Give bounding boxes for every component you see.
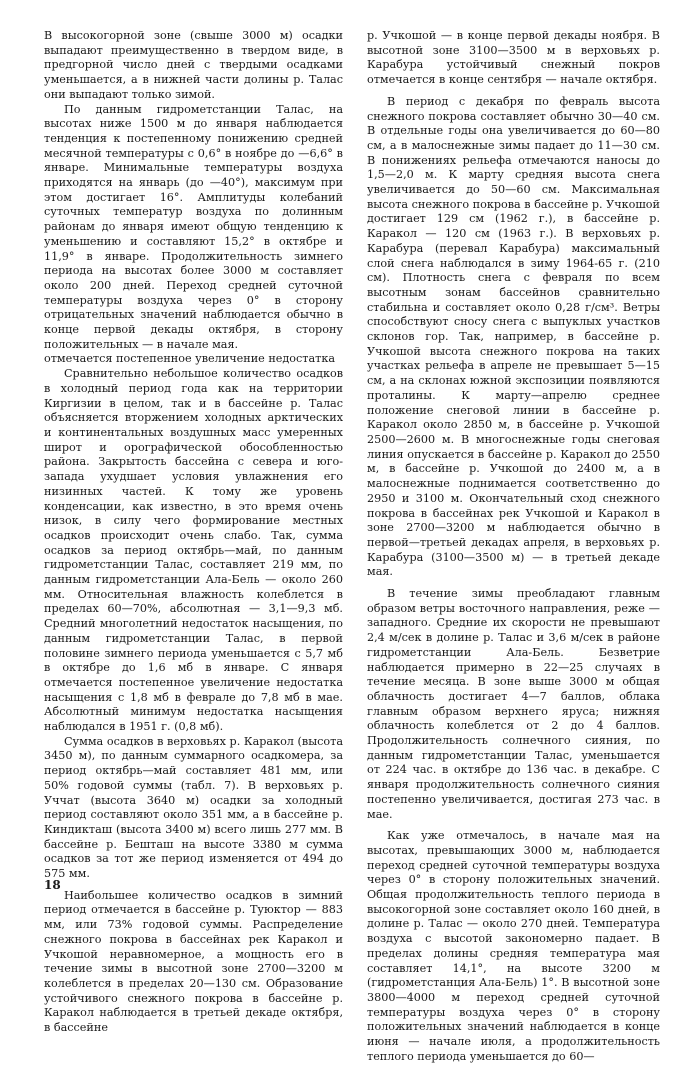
left-column [44,29,343,1036]
paragraph: В высокогорной зоне (свыше 3000 м) осадки выпадают преимущественно в твердом виде, в предгорной число дней с твердыми осадками уменьшается, а в нижней части долины р. Талас они выпадают только зимой. [44,29,343,101]
page-number: 18 [44,878,61,892]
paragraph: отмечается постепенное увеличение недостатка [44,352,336,366]
paragraph: Наибольшее количество осадков в зимний период отмечается в бассейне р. Туюктор — 883 мм, или 73% годовой суммы. Распределение снежного покрова в бассейнах рек Каракол и Учкошой неравномерное, а мощность его в течение зимы в высотной зоне 2700—3200 м колеблется в пределах 20—130 см. Образование устойчивого снежного покрова в бассейне р. Каракол наблюдается в третьей декаде октября, в бассейне [44,888,343,1035]
paragraph: Сумма осадков в верховьях р. Каракол (высота 3450 м), по данным суммарного осадкомера, за период октябрь—май составляет 481 мм, или 50% годовой суммы (табл. 7). В верховьях р. Уччат (высота 3640 м) осадки за холодный период составляют около 351 мм, а в бассейне р. Киндикташ (высота 3400 м) всего лишь 277 мм. В бассейне р. Бешташ на высоте 3380 м сумма осадков за тот же период изменяется от 494 до 575 мм. [44,734,343,881]
paragraph: В течение зимы преобладают главным образом ветры восточного направления, реже — западного. Средние их скорости не превышают 2,4 м/сек в долине р. Талас и 3,6 м/сек в районе гидрометстанции Ала-Бель. Безветрие наблюдается примерно в 22—25 случаях в течение месяца. В зоне выше 3000 м общая облачность достигает 4—7 баллов, облака главным образом верхнего яруса; нижняя облачность колеблется от 2 до 4 баллов. Продолжительность солнечного сияния, по данным гидрометстанции Талас, уменьшается от 224 час. в октябре до 136 час. в декабре. С января продолжительность солнечного сияния постепенно увеличивается, достигая 273 час. в мае. [367,587,660,821]
paragraph: По данным гидрометстанции Талас, на высотах ниже 1500 м до января наблюдается тенденция к постепенному понижению средней месячной температуры с 0,6° в ноябре до —6,6° в январе. Минимальные температуры воздуха приходятся на январь (до —40°), максимум при этом достигает 16°. Амплитуды колебаний суточных температур воздуха по долинным районам до января имеют общую тенденцию к уменьшению и составляют 15,2° в октябре и 11,9° в январе. Продолжительность зимнего периода на высотах более 3000 м составляет около 200 дней. Переход средней суточной температуры воздуха через 0° в сторону отрицательных значений наблюдается обычно в конце первой декады октября, в сторону положительных — в начале мая. [44,102,343,351]
paragraph: В период с декабря по февраль высота снежного покрова составляет обычно 30—40 см. В отдельные годы она увеличивается до 60—80 см, а в малоснежные зимы падает до 11—30 см. В понижениях рельефа отмечаются наносы до 1,5—2,0 м. К марту средняя высота снега увеличивается до 50—60 см. Максимальная высота снежного покрова в бассейне р. Учкошой достигает 129 см (1962 г.), в бассейне р. Каракол — 120 см (1963 г.). В верховьях р. Карабура (перевал Карабура) максимальный слой снега наблюдался в зиму 1964-65 г. (210 см). Плотность снега с февраля по всем высотным зонам бассейнов сравнительно стабильна и составляет около 0,28 г/см³. Ветры способствуют сносу снега с выпуклых участков склонов гор. Так, например, в бассейне р. Учкошой высота снежного покрова на таких участках рельефа в апреле не превышает 5—15 см, а на склонах южной экспозиции появляются проталины. К марту—апрелю среднее положение снеговой линии в бассейне р. Каракол около 2850 м, в бассейне р. Учкошой 2500—2600 м. В многоснежные годы снеговая линия опускается в бассейне р. Каракол до 2550 м, в бассейне р. Учкошой до 2400 м, а в малоснежные поднимается соответственно до 2950 и 3100 м. Окончательный сход снежного покрова в бассейнах рек Учкошой и Каракол в зоне 2700—3200 м наблюдается обычно в первой—третьей декадах апреля, в верховьях р. Карабура (3100—3500 м) — в третьей декаде мая. [367,94,660,579]
paragraph: Как уже отмечалось, в начале мая на высотах, превышающих 3000 м, наблюдается переход средней суточной температуры воздуха через 0° в сторону положительных значений. Общая продолжительность теплого периода в высокогорной зоне составляет около 160 дней, в долине р. Талас — около 270 дней. Температура воздуха с высотой закономерно падает. В пределах долины средняя температура мая составляет 14,1°, на высоте 3200 м (гидрометстанция Ала-Бель) 1°. В высотной зоне 3800—4000 м переход средней суточной температуры воздуха через 0° в сторону положительных значений наблюдается в конце июня — начале июля, а продолжительность теплого периода уменьшается до 60— [367,829,660,1063]
paragraph: Сравнительно небольшое количество осадков в холодный период года как на территории Киргизии в целом, так и в бассейне р. Талас объясняется вторжением холодных арктических и континентальных воздушных масс умеренных широт и орографической обособленностью района. Закрытость бассейна с севера и юго-запада ухудшает условия увлажнения его низинных частей. К тому же уровень конденсации, как известно, в это время очень низок, в силу чего формирование местных осадков происходит очень слабо. Так, сумма осадков за период октябрь—май, по данным гидрометстанции Талас, составляет 219 мм, по данным гидрометстанции Ала-Бель — около 260 мм. Относительная влажность колеблется в пределах 60—70%, абсолютная — 3,1—9,3 мб. Средний многолетний недостаток насыщения, по данным гидрометстанции Талас, в первой половине зимнего периода уменьшается с 5,7 мб в октябре до 1,6 мб в январе. С января отмечается постепенное увеличение недостатка насыщения с 1,8 мб в феврале до 7,8 мб в мае. Абсолютный минимум недостатка насыщения наблюдался в 1951 г. (0,8 мб). [44,367,343,734]
right-column [367,29,660,1065]
paragraph: р. Учкошой — в конце первой декады ноября. В высотной зоне 3100—3500 м в верховьях р. Карабура устойчивый снежный покров отмечается в конце сентября — начале октября. [367,29,660,87]
